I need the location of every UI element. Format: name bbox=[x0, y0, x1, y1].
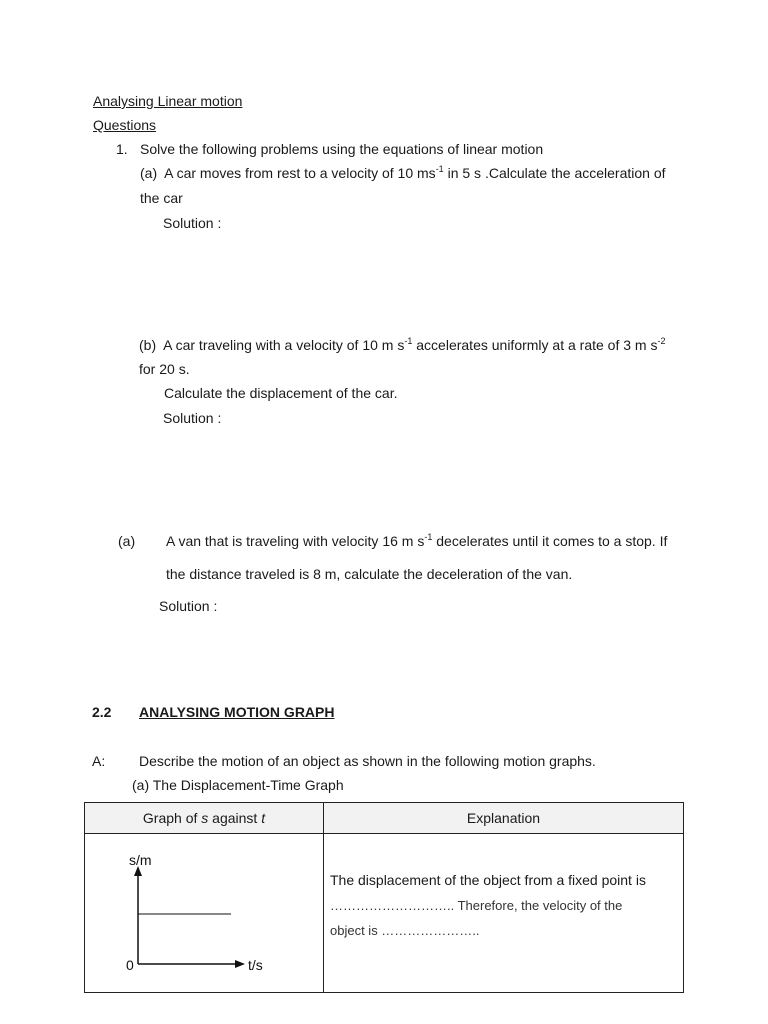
graph-cell bbox=[85, 834, 324, 993]
part-b-label: (b) bbox=[139, 337, 157, 353]
part-c-superscript: -1 bbox=[424, 532, 433, 542]
part-c-solution: Solution : bbox=[159, 598, 218, 614]
part-b-line-1 bbox=[139, 337, 666, 353]
origin-label: 0 bbox=[126, 957, 134, 973]
x-axis-arrow bbox=[235, 960, 245, 968]
part-a-label: (a) bbox=[140, 165, 158, 181]
section-title: ANALYSING MOTION GRAPH bbox=[139, 704, 335, 720]
explanation-cell bbox=[324, 834, 684, 993]
part-c-text-2: decelerates until it comes to a stop. If bbox=[432, 533, 668, 549]
explanation-line-1: The displacement of the object from a fixed point is bbox=[330, 872, 646, 888]
part-a-superscript: -1 bbox=[435, 164, 444, 174]
part-a-text-1: A car moves from rest to a velocity of 10 ms bbox=[164, 165, 436, 181]
part-b-superscript-2: -2 bbox=[657, 336, 666, 346]
part-c-label: (a) bbox=[118, 533, 136, 549]
motion-graph-table bbox=[84, 802, 684, 993]
table-row bbox=[85, 834, 684, 993]
part-a-line-2: the car bbox=[140, 190, 183, 206]
part-a-line-1 bbox=[140, 165, 666, 181]
header-graph-s: s bbox=[201, 810, 209, 826]
part-a-solution: Solution : bbox=[163, 215, 222, 231]
part-b-line-2: for 20 s. bbox=[139, 361, 190, 377]
part-c-line-1 bbox=[166, 533, 667, 549]
part-a-text-2: in 5 s .Calculate the acceleration of bbox=[443, 165, 666, 181]
header-graph-prefix: Graph of bbox=[142, 810, 202, 826]
part-a-instruction: Describe the motion of an object as shown in the following motion graphs. bbox=[139, 753, 596, 769]
x-axis-label: t/s bbox=[248, 957, 263, 973]
question-intro: Solve the following problems using the equations of linear motion bbox=[140, 141, 544, 157]
header-graph-mid: against bbox=[208, 810, 262, 826]
part-b-line-3: Calculate the displacement of the car. bbox=[164, 385, 398, 401]
table-header-row bbox=[85, 803, 684, 834]
header-explanation: Explanation bbox=[324, 803, 684, 834]
part-a-subheading: (a) The Displacement-Time Graph bbox=[132, 777, 344, 793]
question-number: 1. bbox=[116, 141, 128, 157]
explanation-line-2: ……………………….. Therefore, the velocity of the bbox=[330, 898, 623, 913]
part-c-text-1: A van that is traveling with velocity 16 m s bbox=[166, 533, 425, 549]
displacement-time-graph bbox=[85, 834, 323, 992]
section-number: 2.2 bbox=[92, 704, 112, 720]
section-heading: Analysing Linear motion bbox=[93, 93, 243, 109]
part-c-line-2: the distance traveled is 8 m, calculate the deceleration of the van. bbox=[166, 566, 573, 582]
explanation-line-3: object is ………………….. bbox=[330, 923, 480, 938]
header-graph bbox=[85, 803, 324, 834]
explanation-text bbox=[330, 868, 660, 943]
part-a-marker: A: bbox=[92, 753, 106, 769]
y-axis-label: s/m bbox=[129, 852, 152, 868]
part-b-solution: Solution : bbox=[163, 410, 222, 426]
header-graph-t: t bbox=[261, 810, 266, 826]
part-b-superscript-1: -1 bbox=[404, 336, 413, 346]
part-b-text-2: accelerates uniformly at a rate of 3 m s bbox=[412, 337, 658, 353]
part-b-text-1: A car traveling with a velocity of 10 m s bbox=[163, 337, 405, 353]
questions-heading: Questions bbox=[93, 117, 157, 133]
